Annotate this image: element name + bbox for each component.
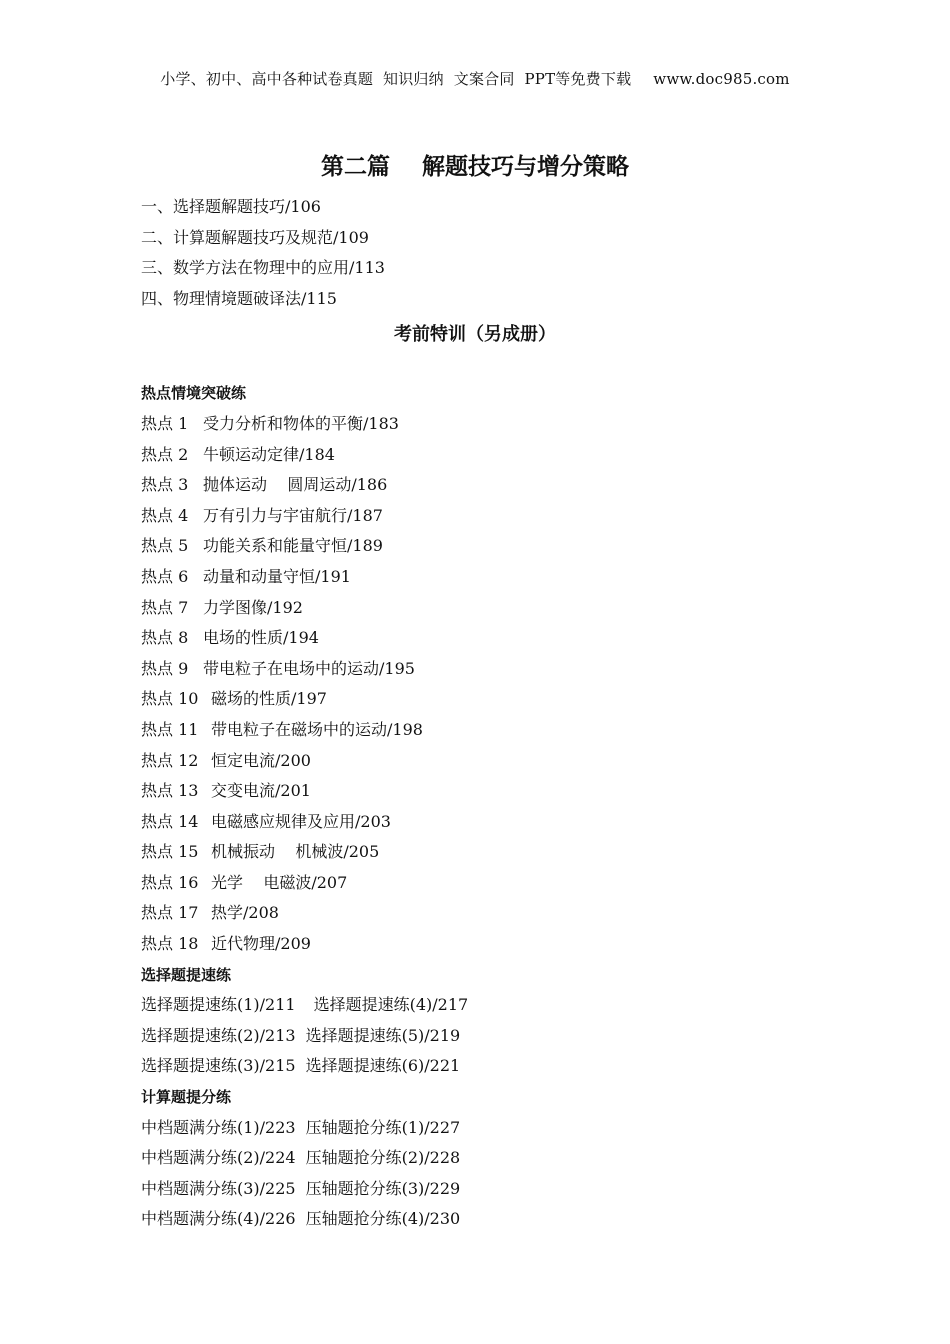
choice-section-heading: 选择题提速练 bbox=[141, 965, 232, 984]
toc-entry bbox=[141, 684, 821, 715]
toc-item: 中档题满分练(1)/223 bbox=[141, 1117, 296, 1137]
page-header bbox=[0, 68, 950, 89]
hot-text: 万有引力与宇宙航行/187 bbox=[203, 505, 383, 525]
toc-entry bbox=[141, 623, 821, 654]
toc-entry bbox=[141, 929, 821, 960]
toc-item: 选择题提速练(6)/221 bbox=[305, 1056, 461, 1076]
hot-text: 带电粒子在电场中的运动/195 bbox=[203, 658, 415, 678]
toc-entry bbox=[141, 1143, 821, 1174]
toc-item: 压轴题抢分练(2)/228 bbox=[305, 1148, 461, 1168]
hot-num: 热点 16 bbox=[141, 872, 199, 892]
hot-text: 牛顿运动定律/184 bbox=[203, 444, 335, 464]
toc-entry: 一、选择题解题技巧/106 bbox=[141, 197, 321, 216]
hot-text: 带电粒子在磁场中的运动/198 bbox=[211, 719, 423, 739]
hot-num: 热点 4 bbox=[141, 505, 189, 525]
hot-num: 热点 15 bbox=[141, 842, 199, 862]
calc-section-heading: 计算题提分练 bbox=[141, 1088, 232, 1107]
hot-num: 热点 8 bbox=[141, 628, 189, 648]
hot-num: 热点 13 bbox=[141, 781, 199, 801]
header-text: 小学、初中、高中各种试卷真题 知识归纳 文案合同 PPT等免费下载 bbox=[160, 70, 632, 88]
hot-text: 动量和动量守恒/191 bbox=[203, 566, 351, 586]
header-site-link[interactable]: www.doc985.com bbox=[653, 70, 790, 88]
toc-item: 压轴题抢分练(3)/229 bbox=[305, 1178, 461, 1198]
toc-entry bbox=[141, 837, 821, 868]
hot-num: 热点 6 bbox=[141, 566, 189, 586]
toc-entry bbox=[141, 1051, 821, 1082]
hot-num: 热点 14 bbox=[141, 811, 199, 831]
hot-num: 热点 18 bbox=[141, 934, 199, 954]
toc-entry bbox=[141, 898, 821, 929]
hot-num: 热点 12 bbox=[141, 750, 199, 770]
hot-num: 热点 3 bbox=[141, 475, 189, 495]
hot-text: 恒定电流/200 bbox=[211, 750, 311, 770]
toc-entry bbox=[141, 501, 821, 532]
toc-item: 选择题提速练(1)/211 bbox=[141, 995, 296, 1015]
hot-text: 力学图像/192 bbox=[203, 597, 303, 617]
toc-entry bbox=[141, 593, 821, 624]
toc-entry: 二、计算题解题技巧及规范/109 bbox=[141, 227, 369, 247]
part2-title: 第二篇 解题技巧与增分策略 bbox=[320, 154, 630, 180]
hot-text: 光学 电磁波/207 bbox=[211, 872, 348, 892]
hot-num: 热点 7 bbox=[141, 597, 189, 617]
toc-item: 选择题提速练(2)/213 bbox=[141, 1025, 296, 1045]
hot-text: 电场的性质/194 bbox=[203, 628, 319, 648]
hot-num: 热点 11 bbox=[141, 719, 199, 739]
toc-entry bbox=[141, 562, 821, 593]
exam-title: 考前特训（另成册） bbox=[394, 324, 556, 345]
toc-entry bbox=[141, 990, 821, 1021]
hot-text: 磁场的性质/197 bbox=[211, 689, 327, 709]
toc-item: 选择题提速练(5)/219 bbox=[305, 1025, 461, 1045]
hot-text: 机械振动 机械波/205 bbox=[211, 842, 380, 862]
toc-entry bbox=[141, 776, 821, 807]
toc-entry bbox=[141, 1174, 821, 1205]
hot-num: 热点 1 bbox=[141, 413, 189, 433]
toc-entry: 四、物理情境题破译法/115 bbox=[141, 288, 337, 308]
toc-item: 选择题提速练(3)/215 bbox=[141, 1056, 296, 1076]
toc-entry bbox=[141, 746, 821, 777]
hot-text: 近代物理/209 bbox=[211, 934, 311, 954]
hot-text: 受力分析和物体的平衡/183 bbox=[203, 413, 399, 433]
toc-entry: 三、数学方法在物理中的应用/113 bbox=[141, 258, 385, 278]
hot-section-heading: 热点情境突破练 bbox=[141, 384, 247, 403]
toc-item: 压轴题抢分练(1)/227 bbox=[305, 1117, 461, 1137]
hot-num: 热点 17 bbox=[141, 903, 199, 923]
toc-item: 压轴题抢分练(4)/230 bbox=[305, 1209, 461, 1229]
toc-entry bbox=[141, 409, 821, 440]
hot-text: 电磁感应规律及应用/203 bbox=[211, 811, 391, 831]
hot-text: 交变电流/201 bbox=[211, 781, 311, 801]
hot-num: 热点 9 bbox=[141, 658, 189, 678]
toc-entry bbox=[141, 1204, 821, 1235]
hot-num: 热点 10 bbox=[141, 689, 199, 709]
table-of-contents bbox=[141, 192, 821, 1235]
hot-text: 抛体运动 圆周运动/186 bbox=[203, 475, 388, 495]
toc-entry bbox=[141, 470, 821, 501]
toc-entry bbox=[141, 654, 821, 685]
toc-entry bbox=[141, 531, 821, 562]
toc-entry bbox=[141, 1113, 821, 1144]
toc-item: 中档题满分练(3)/225 bbox=[141, 1178, 296, 1198]
toc-item: 选择题提速练(4)/217 bbox=[313, 995, 469, 1015]
toc-entry bbox=[141, 807, 821, 838]
toc-entry bbox=[141, 440, 821, 471]
toc-item: 中档题满分练(4)/226 bbox=[141, 1209, 296, 1229]
hot-text: 功能关系和能量守恒/189 bbox=[203, 536, 383, 556]
toc-item: 中档题满分练(2)/224 bbox=[141, 1148, 296, 1168]
hot-num: 热点 5 bbox=[141, 536, 189, 556]
toc-entry bbox=[141, 715, 821, 746]
toc-entry bbox=[141, 868, 821, 899]
hot-num: 热点 2 bbox=[141, 444, 189, 464]
toc-entry bbox=[141, 1021, 821, 1052]
hot-text: 热学/208 bbox=[211, 903, 279, 923]
